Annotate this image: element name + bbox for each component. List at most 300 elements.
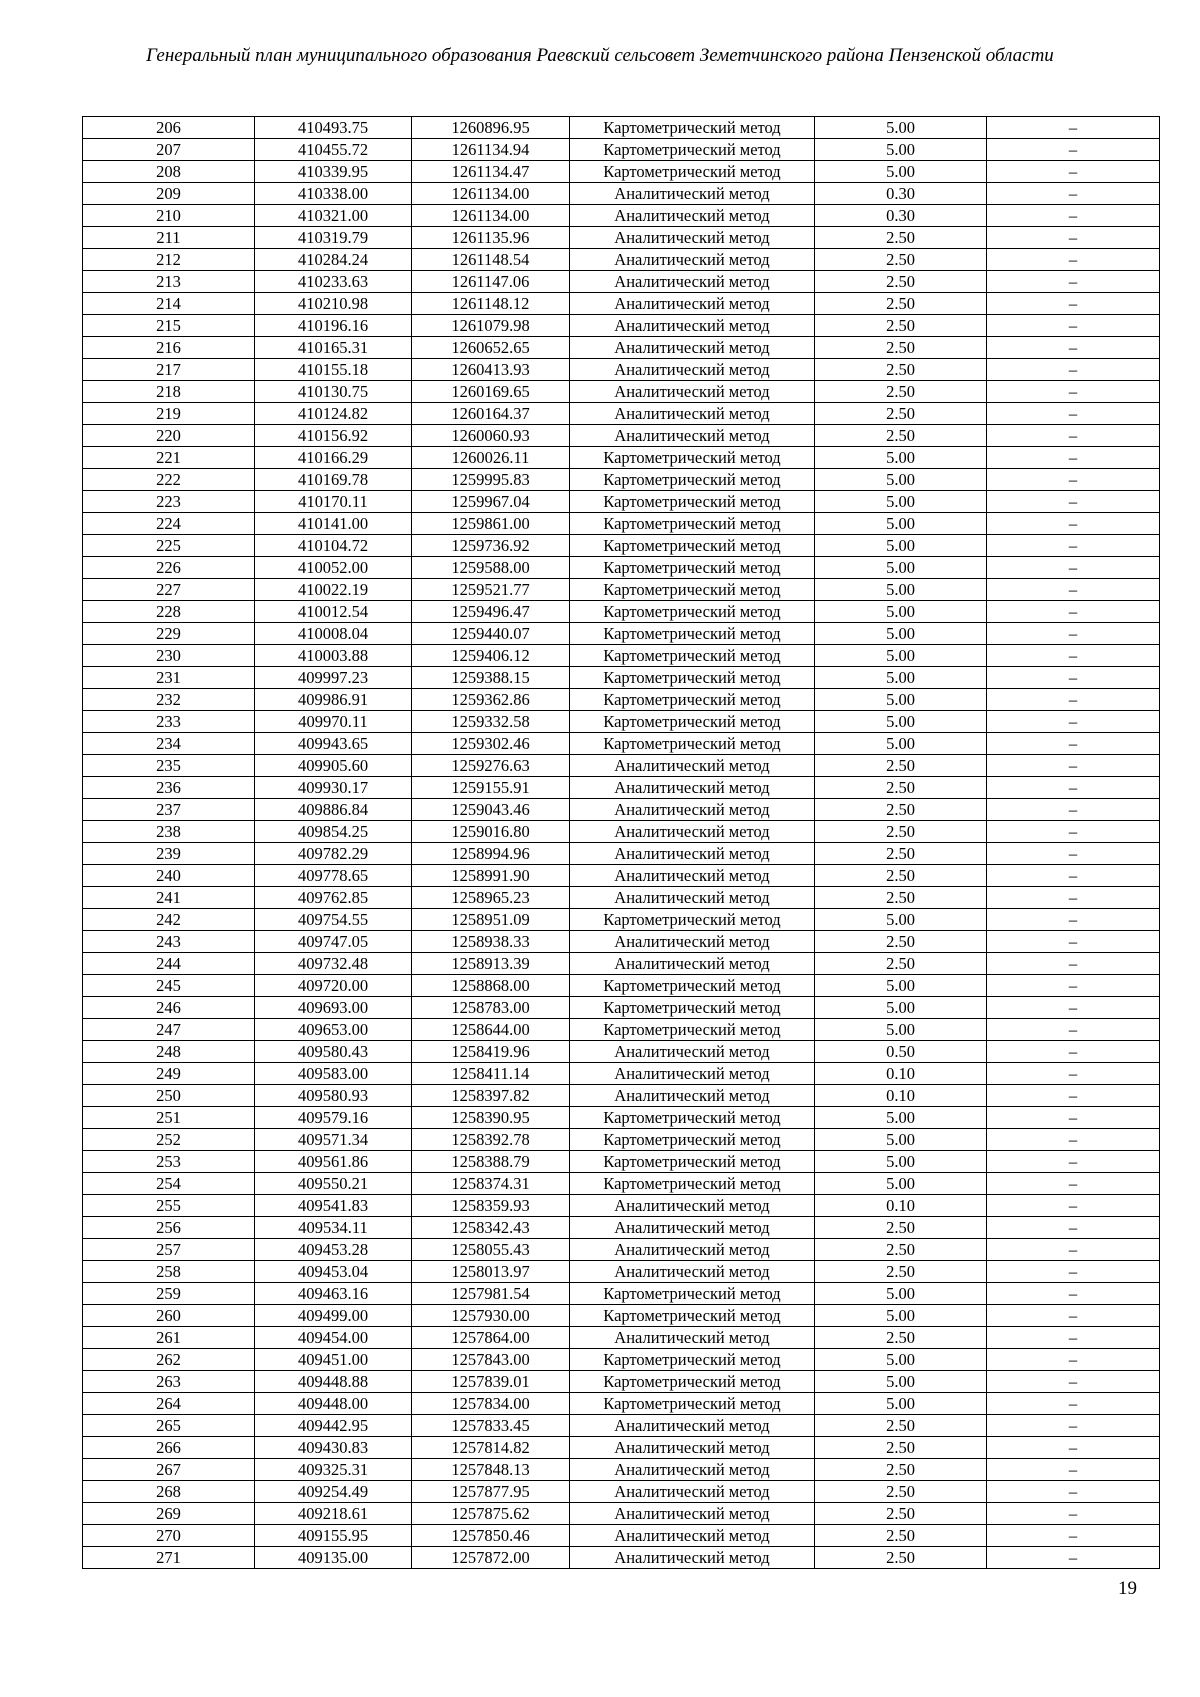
accuracy-cell: 2.50 <box>815 337 987 359</box>
table-row <box>83 1195 1160 1217</box>
table-row <box>83 1349 1160 1371</box>
point-number-cell: 218 <box>83 381 255 403</box>
table-row <box>83 931 1160 953</box>
x-coordinate-cell: 409453.04 <box>255 1261 412 1283</box>
accuracy-cell: 2.50 <box>815 887 987 909</box>
point-number-cell: 240 <box>83 865 255 887</box>
note-cell: – <box>987 1107 1160 1129</box>
method-cell: Картометрический метод <box>570 975 815 997</box>
method-cell: Картометрический метод <box>570 909 815 931</box>
y-coordinate-cell: 1261148.12 <box>412 293 570 315</box>
point-number-cell: 241 <box>83 887 255 909</box>
method-cell: Аналитический метод <box>570 1437 815 1459</box>
note-cell: – <box>987 315 1160 337</box>
point-number-cell: 252 <box>83 1129 255 1151</box>
x-coordinate-cell: 410165.31 <box>255 337 412 359</box>
accuracy-cell: 2.50 <box>815 1503 987 1525</box>
accuracy-cell: 5.00 <box>815 1019 987 1041</box>
note-cell: – <box>987 293 1160 315</box>
method-cell: Аналитический метод <box>570 293 815 315</box>
point-number-cell: 269 <box>83 1503 255 1525</box>
y-coordinate-cell: 1258783.00 <box>412 997 570 1019</box>
x-coordinate-cell: 410169.78 <box>255 469 412 491</box>
table-row <box>83 601 1160 623</box>
table-row <box>83 491 1160 513</box>
note-cell: – <box>987 1129 1160 1151</box>
y-coordinate-cell: 1259588.00 <box>412 557 570 579</box>
x-coordinate-cell: 409155.95 <box>255 1525 412 1547</box>
table-row <box>83 755 1160 777</box>
note-cell: – <box>987 865 1160 887</box>
y-coordinate-cell: 1261148.54 <box>412 249 570 271</box>
note-cell: – <box>987 1239 1160 1261</box>
accuracy-cell: 2.50 <box>815 865 987 887</box>
y-coordinate-cell: 1259440.07 <box>412 623 570 645</box>
point-number-cell: 224 <box>83 513 255 535</box>
point-number-cell: 226 <box>83 557 255 579</box>
table-row <box>83 1525 1160 1547</box>
note-cell: – <box>987 1085 1160 1107</box>
method-cell: Картометрический метод <box>570 1283 815 1305</box>
method-cell: Картометрический метод <box>570 579 815 601</box>
accuracy-cell: 2.50 <box>815 425 987 447</box>
table-row <box>83 975 1160 997</box>
y-coordinate-cell: 1258965.23 <box>412 887 570 909</box>
x-coordinate-cell: 409693.00 <box>255 997 412 1019</box>
note-cell: – <box>987 403 1160 425</box>
x-coordinate-cell: 410339.95 <box>255 161 412 183</box>
method-cell: Картометрический метод <box>570 1305 815 1327</box>
method-cell: Аналитический метод <box>570 1261 815 1283</box>
table-row <box>83 469 1160 491</box>
table-row <box>83 953 1160 975</box>
x-coordinate-cell: 409886.84 <box>255 799 412 821</box>
y-coordinate-cell: 1261134.00 <box>412 183 570 205</box>
table-row <box>83 1239 1160 1261</box>
method-cell: Картометрический метод <box>570 1129 815 1151</box>
accuracy-cell: 5.00 <box>815 975 987 997</box>
y-coordinate-cell: 1257981.54 <box>412 1283 570 1305</box>
table-row <box>83 1261 1160 1283</box>
table-row <box>83 1371 1160 1393</box>
point-number-cell: 217 <box>83 359 255 381</box>
point-number-cell: 262 <box>83 1349 255 1371</box>
table-row <box>83 1437 1160 1459</box>
y-coordinate-cell: 1260169.65 <box>412 381 570 403</box>
point-number-cell: 227 <box>83 579 255 601</box>
y-coordinate-cell: 1260413.93 <box>412 359 570 381</box>
note-cell: – <box>987 1547 1160 1569</box>
table-row <box>83 579 1160 601</box>
y-coordinate-cell: 1259995.83 <box>412 469 570 491</box>
method-cell: Картометрический метод <box>570 447 815 469</box>
x-coordinate-cell: 410052.00 <box>255 557 412 579</box>
y-coordinate-cell: 1258644.00 <box>412 1019 570 1041</box>
point-number-cell: 231 <box>83 667 255 689</box>
table-row <box>83 623 1160 645</box>
x-coordinate-cell: 409653.00 <box>255 1019 412 1041</box>
x-coordinate-cell: 409778.65 <box>255 865 412 887</box>
y-coordinate-cell: 1261135.96 <box>412 227 570 249</box>
method-cell: Картометрический метод <box>570 491 815 513</box>
point-number-cell: 207 <box>83 139 255 161</box>
point-number-cell: 249 <box>83 1063 255 1085</box>
table-row <box>83 1305 1160 1327</box>
point-number-cell: 264 <box>83 1393 255 1415</box>
table-row <box>83 645 1160 667</box>
method-cell: Картометрический метод <box>570 601 815 623</box>
accuracy-cell: 5.00 <box>815 645 987 667</box>
point-number-cell: 206 <box>83 117 255 139</box>
note-cell: – <box>987 139 1160 161</box>
table-row <box>83 1151 1160 1173</box>
y-coordinate-cell: 1258951.09 <box>412 909 570 931</box>
point-number-cell: 209 <box>83 183 255 205</box>
point-number-cell: 229 <box>83 623 255 645</box>
note-cell: – <box>987 117 1160 139</box>
x-coordinate-cell: 410338.00 <box>255 183 412 205</box>
point-number-cell: 248 <box>83 1041 255 1063</box>
y-coordinate-cell: 1258913.39 <box>412 953 570 975</box>
y-coordinate-cell: 1261134.47 <box>412 161 570 183</box>
table-row <box>83 799 1160 821</box>
note-cell: – <box>987 975 1160 997</box>
table-row <box>83 161 1160 183</box>
x-coordinate-cell: 409218.61 <box>255 1503 412 1525</box>
table-row <box>83 997 1160 1019</box>
coordinates-table-body <box>83 117 1160 1569</box>
y-coordinate-cell: 1259016.80 <box>412 821 570 843</box>
accuracy-cell: 2.50 <box>815 1261 987 1283</box>
y-coordinate-cell: 1258013.97 <box>412 1261 570 1283</box>
x-coordinate-cell: 409943.65 <box>255 733 412 755</box>
note-cell: – <box>987 777 1160 799</box>
y-coordinate-cell: 1257848.13 <box>412 1459 570 1481</box>
table-row <box>83 1107 1160 1129</box>
x-coordinate-cell: 410012.54 <box>255 601 412 623</box>
y-coordinate-cell: 1259496.47 <box>412 601 570 623</box>
y-coordinate-cell: 1259276.63 <box>412 755 570 777</box>
note-cell: – <box>987 755 1160 777</box>
table-row <box>83 447 1160 469</box>
method-cell: Аналитический метод <box>570 1481 815 1503</box>
accuracy-cell: 2.50 <box>815 799 987 821</box>
y-coordinate-cell: 1257872.00 <box>412 1547 570 1569</box>
y-coordinate-cell: 1260060.93 <box>412 425 570 447</box>
note-cell: – <box>987 381 1160 403</box>
y-coordinate-cell: 1261134.94 <box>412 139 570 161</box>
y-coordinate-cell: 1259388.15 <box>412 667 570 689</box>
point-number-cell: 234 <box>83 733 255 755</box>
accuracy-cell: 5.00 <box>815 997 987 1019</box>
method-cell: Аналитический метод <box>570 843 815 865</box>
x-coordinate-cell: 409997.23 <box>255 667 412 689</box>
note-cell: – <box>987 601 1160 623</box>
method-cell: Аналитический метод <box>570 953 815 975</box>
method-cell: Аналитический метод <box>570 799 815 821</box>
method-cell: Картометрический метод <box>570 667 815 689</box>
point-number-cell: 253 <box>83 1151 255 1173</box>
method-cell: Картометрический метод <box>570 161 815 183</box>
point-number-cell: 216 <box>83 337 255 359</box>
note-cell: – <box>987 447 1160 469</box>
point-number-cell: 233 <box>83 711 255 733</box>
method-cell: Картометрический метод <box>570 117 815 139</box>
x-coordinate-cell: 409854.25 <box>255 821 412 843</box>
table-row <box>83 1481 1160 1503</box>
note-cell: – <box>987 1217 1160 1239</box>
note-cell: – <box>987 271 1160 293</box>
method-cell: Аналитический метод <box>570 315 815 337</box>
y-coordinate-cell: 1259861.00 <box>412 513 570 535</box>
y-coordinate-cell: 1258419.96 <box>412 1041 570 1063</box>
accuracy-cell: 0.30 <box>815 183 987 205</box>
accuracy-cell: 2.50 <box>815 403 987 425</box>
accuracy-cell: 2.50 <box>815 359 987 381</box>
x-coordinate-cell: 409499.00 <box>255 1305 412 1327</box>
accuracy-cell: 2.50 <box>815 315 987 337</box>
x-coordinate-cell: 409254.49 <box>255 1481 412 1503</box>
x-coordinate-cell: 410284.24 <box>255 249 412 271</box>
accuracy-cell: 5.00 <box>815 161 987 183</box>
point-number-cell: 256 <box>83 1217 255 1239</box>
point-number-cell: 210 <box>83 205 255 227</box>
y-coordinate-cell: 1257839.01 <box>412 1371 570 1393</box>
accuracy-cell: 2.50 <box>815 381 987 403</box>
y-coordinate-cell: 1259406.12 <box>412 645 570 667</box>
accuracy-cell: 5.00 <box>815 535 987 557</box>
x-coordinate-cell: 409541.83 <box>255 1195 412 1217</box>
method-cell: Картометрический метод <box>570 1173 815 1195</box>
y-coordinate-cell: 1257875.62 <box>412 1503 570 1525</box>
table-row <box>83 271 1160 293</box>
y-coordinate-cell: 1259155.91 <box>412 777 570 799</box>
point-number-cell: 258 <box>83 1261 255 1283</box>
accuracy-cell: 5.00 <box>815 1107 987 1129</box>
note-cell: – <box>987 1195 1160 1217</box>
point-number-cell: 243 <box>83 931 255 953</box>
accuracy-cell: 0.10 <box>815 1085 987 1107</box>
accuracy-cell: 2.50 <box>815 777 987 799</box>
accuracy-cell: 5.00 <box>815 579 987 601</box>
accuracy-cell: 5.00 <box>815 557 987 579</box>
y-coordinate-cell: 1260164.37 <box>412 403 570 425</box>
point-number-cell: 244 <box>83 953 255 975</box>
note-cell: – <box>987 1173 1160 1195</box>
accuracy-cell: 5.00 <box>815 447 987 469</box>
note-cell: – <box>987 227 1160 249</box>
accuracy-cell: 5.00 <box>815 1151 987 1173</box>
accuracy-cell: 2.50 <box>815 1437 987 1459</box>
note-cell: – <box>987 623 1160 645</box>
accuracy-cell: 2.50 <box>815 843 987 865</box>
accuracy-cell: 2.50 <box>815 1481 987 1503</box>
accuracy-cell: 5.00 <box>815 689 987 711</box>
note-cell: – <box>987 909 1160 931</box>
accuracy-cell: 2.50 <box>815 1415 987 1437</box>
x-coordinate-cell: 409454.00 <box>255 1327 412 1349</box>
table-row <box>83 1393 1160 1415</box>
x-coordinate-cell: 409550.21 <box>255 1173 412 1195</box>
accuracy-cell: 5.00 <box>815 1283 987 1305</box>
note-cell: – <box>987 513 1160 535</box>
method-cell: Аналитический метод <box>570 1327 815 1349</box>
y-coordinate-cell: 1261134.00 <box>412 205 570 227</box>
method-cell: Аналитический метод <box>570 1547 815 1569</box>
coordinates-table <box>82 116 1160 1569</box>
method-cell: Аналитический метод <box>570 777 815 799</box>
method-cell: Аналитический метод <box>570 1239 815 1261</box>
method-cell: Картометрический метод <box>570 1349 815 1371</box>
accuracy-cell: 2.50 <box>815 227 987 249</box>
method-cell: Аналитический метод <box>570 821 815 843</box>
accuracy-cell: 5.00 <box>815 667 987 689</box>
note-cell: – <box>987 1063 1160 1085</box>
accuracy-cell: 5.00 <box>815 469 987 491</box>
y-coordinate-cell: 1257864.00 <box>412 1327 570 1349</box>
method-cell: Аналитический метод <box>570 1217 815 1239</box>
method-cell: Аналитический метод <box>570 865 815 887</box>
method-cell: Картометрический метод <box>570 645 815 667</box>
accuracy-cell: 2.50 <box>815 271 987 293</box>
table-row <box>83 293 1160 315</box>
point-number-cell: 267 <box>83 1459 255 1481</box>
y-coordinate-cell: 1259967.04 <box>412 491 570 513</box>
table-row <box>83 425 1160 447</box>
note-cell: – <box>987 1327 1160 1349</box>
accuracy-cell: 5.00 <box>815 601 987 623</box>
x-coordinate-cell: 410155.18 <box>255 359 412 381</box>
point-number-cell: 238 <box>83 821 255 843</box>
point-number-cell: 222 <box>83 469 255 491</box>
x-coordinate-cell: 409579.16 <box>255 1107 412 1129</box>
method-cell: Аналитический метод <box>570 1041 815 1063</box>
x-coordinate-cell: 409583.00 <box>255 1063 412 1085</box>
method-cell: Картометрический метод <box>570 997 815 1019</box>
note-cell: – <box>987 1371 1160 1393</box>
accuracy-cell: 5.00 <box>815 909 987 931</box>
method-cell: Аналитический метод <box>570 425 815 447</box>
note-cell: – <box>987 667 1160 689</box>
table-row <box>83 887 1160 909</box>
y-coordinate-cell: 1257843.00 <box>412 1349 570 1371</box>
point-number-cell: 268 <box>83 1481 255 1503</box>
point-number-cell: 250 <box>83 1085 255 1107</box>
note-cell: – <box>987 579 1160 601</box>
method-cell: Аналитический метод <box>570 205 815 227</box>
accuracy-cell: 2.50 <box>815 931 987 953</box>
table-row <box>83 733 1160 755</box>
note-cell: – <box>987 1481 1160 1503</box>
point-number-cell: 270 <box>83 1525 255 1547</box>
point-number-cell: 239 <box>83 843 255 865</box>
note-cell: – <box>987 887 1160 909</box>
method-cell: Картометрический метод <box>570 1151 815 1173</box>
x-coordinate-cell: 409986.91 <box>255 689 412 711</box>
y-coordinate-cell: 1257850.46 <box>412 1525 570 1547</box>
point-number-cell: 237 <box>83 799 255 821</box>
table-row <box>83 1459 1160 1481</box>
x-coordinate-cell: 409325.31 <box>255 1459 412 1481</box>
accuracy-cell: 5.00 <box>815 1173 987 1195</box>
accuracy-cell: 2.50 <box>815 755 987 777</box>
method-cell: Картометрический метод <box>570 623 815 645</box>
accuracy-cell: 5.00 <box>815 623 987 645</box>
y-coordinate-cell: 1258938.33 <box>412 931 570 953</box>
accuracy-cell: 5.00 <box>815 1393 987 1415</box>
x-coordinate-cell: 409720.00 <box>255 975 412 997</box>
note-cell: – <box>987 799 1160 821</box>
note-cell: – <box>987 1437 1160 1459</box>
y-coordinate-cell: 1258359.93 <box>412 1195 570 1217</box>
note-cell: – <box>987 337 1160 359</box>
table-row <box>83 1019 1160 1041</box>
table-row <box>83 843 1160 865</box>
note-cell: – <box>987 733 1160 755</box>
note-cell: – <box>987 1393 1160 1415</box>
table-row <box>83 1415 1160 1437</box>
y-coordinate-cell: 1260652.65 <box>412 337 570 359</box>
point-number-cell: 230 <box>83 645 255 667</box>
accuracy-cell: 2.50 <box>815 821 987 843</box>
table-row <box>83 667 1160 689</box>
point-number-cell: 223 <box>83 491 255 513</box>
table-row <box>83 139 1160 161</box>
table-row <box>83 1327 1160 1349</box>
note-cell: – <box>987 843 1160 865</box>
x-coordinate-cell: 409453.28 <box>255 1239 412 1261</box>
method-cell: Аналитический метод <box>570 249 815 271</box>
method-cell: Аналитический метод <box>570 1063 815 1085</box>
x-coordinate-cell: 410210.98 <box>255 293 412 315</box>
method-cell: Картометрический метод <box>570 1393 815 1415</box>
point-number-cell: 214 <box>83 293 255 315</box>
accuracy-cell: 2.50 <box>815 249 987 271</box>
y-coordinate-cell: 1258342.43 <box>412 1217 570 1239</box>
table-row <box>83 1547 1160 1569</box>
point-number-cell: 221 <box>83 447 255 469</box>
y-coordinate-cell: 1258868.00 <box>412 975 570 997</box>
table-row <box>83 359 1160 381</box>
point-number-cell: 247 <box>83 1019 255 1041</box>
accuracy-cell: 2.50 <box>815 293 987 315</box>
y-coordinate-cell: 1259736.92 <box>412 535 570 557</box>
note-cell: – <box>987 491 1160 513</box>
accuracy-cell: 5.00 <box>815 513 987 535</box>
y-coordinate-cell: 1261079.98 <box>412 315 570 337</box>
point-number-cell: 225 <box>83 535 255 557</box>
point-number-cell: 257 <box>83 1239 255 1261</box>
point-number-cell: 235 <box>83 755 255 777</box>
accuracy-cell: 5.00 <box>815 1305 987 1327</box>
x-coordinate-cell: 409430.83 <box>255 1437 412 1459</box>
x-coordinate-cell: 410104.72 <box>255 535 412 557</box>
table-row <box>83 535 1160 557</box>
point-number-cell: 242 <box>83 909 255 931</box>
accuracy-cell: 5.00 <box>815 491 987 513</box>
method-cell: Аналитический метод <box>570 1415 815 1437</box>
table-row <box>83 1173 1160 1195</box>
table-row <box>83 909 1160 931</box>
x-coordinate-cell: 409905.60 <box>255 755 412 777</box>
accuracy-cell: 0.50 <box>815 1041 987 1063</box>
x-coordinate-cell: 410008.04 <box>255 623 412 645</box>
y-coordinate-cell: 1259521.77 <box>412 579 570 601</box>
note-cell: – <box>987 1151 1160 1173</box>
point-number-cell: 271 <box>83 1547 255 1569</box>
x-coordinate-cell: 410130.75 <box>255 381 412 403</box>
table-row <box>83 1129 1160 1151</box>
